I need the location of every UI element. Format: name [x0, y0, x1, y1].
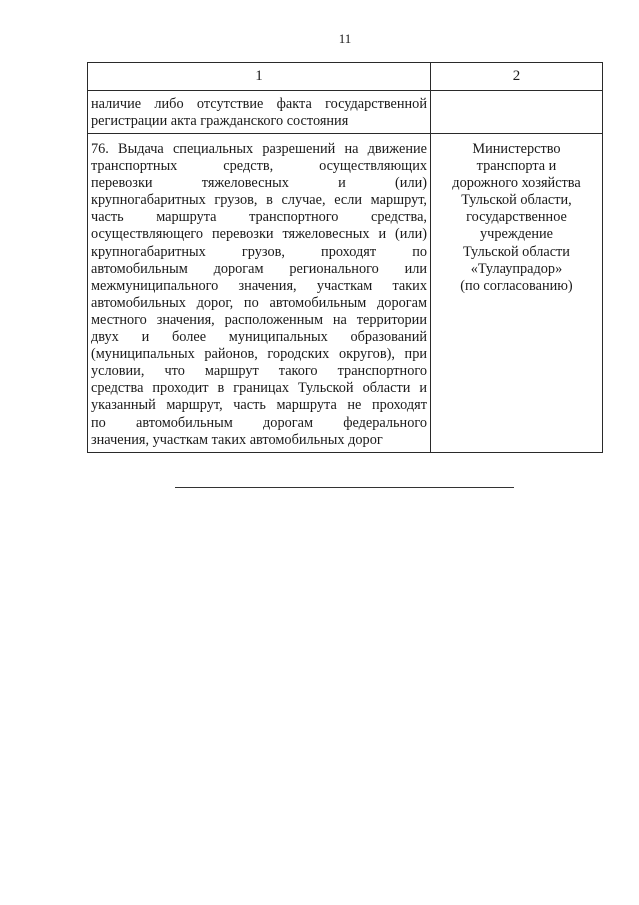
text-line: автомобильных дорог, по автомобильным дорогам — [91, 294, 427, 311]
text-line: значения, участкам таких автомобильных дорог — [91, 431, 383, 448]
text-line: местного значения, расположенным на территории — [91, 311, 427, 328]
text-line: двух и более муниципальных образований — [91, 329, 427, 346]
text-line: Тульской области — [463, 243, 570, 260]
text-line: крупногабаритных грузов, проходят по — [91, 243, 427, 260]
text-line: государственное — [466, 209, 567, 226]
table-row-2-col-2 — [431, 134, 602, 452]
text-line: «Тулаупрадор» — [470, 260, 563, 277]
text-line: дорожного хозяйства — [452, 175, 581, 192]
text-line: средства проходит в границах Тульской области и — [91, 380, 427, 397]
text-line: (по согласованию) — [460, 277, 573, 294]
text-line: (муниципальных районов, городских округов), при — [91, 346, 427, 363]
text-line: автомобильным дорогам регионального или — [91, 260, 427, 277]
text-line: регистрации акта гражданского состояния — [91, 113, 349, 130]
text-line: Министерство — [472, 141, 561, 157]
table-row-1-col-2 — [431, 91, 602, 134]
text-line: 76. Выдача специальных разрешений на движение — [91, 141, 427, 157]
text-line: условии, что маршрут такого транспортного — [91, 363, 427, 380]
text-line: Тульской области, — [461, 192, 572, 209]
content-table — [87, 62, 603, 453]
table-row-2-col-1 — [88, 134, 431, 452]
text-line: указанный маршрут, часть маршрута не проходят — [91, 397, 427, 414]
text-line: перевозки тяжеловесных и (или) — [91, 175, 427, 192]
text-line: учреждение — [480, 226, 553, 243]
closing-rule — [175, 487, 514, 488]
table-header-cell-2: 2 — [431, 63, 602, 91]
text-line: транспортных средств, осуществляющих — [91, 158, 427, 175]
text-line: осуществляющего перевозки тяжеловесных и (или) — [91, 226, 427, 243]
text-line: транспорта и — [476, 158, 557, 175]
table-row-1-col-1 — [88, 91, 431, 134]
text-line: по автомобильным дорогам федерального — [91, 414, 427, 431]
table-header-cell-1: 1 — [88, 63, 431, 91]
page-number: 11 — [338, 31, 352, 46]
text-line: крупногабаритных грузов, в случае, если маршрут, — [91, 192, 427, 209]
text-line: наличие либо отсутствие факта государственной — [91, 96, 427, 112]
text-line: часть маршрута транспортного средства, — [91, 209, 427, 226]
text-line: межмуниципального значения, участкам таких — [91, 277, 427, 294]
